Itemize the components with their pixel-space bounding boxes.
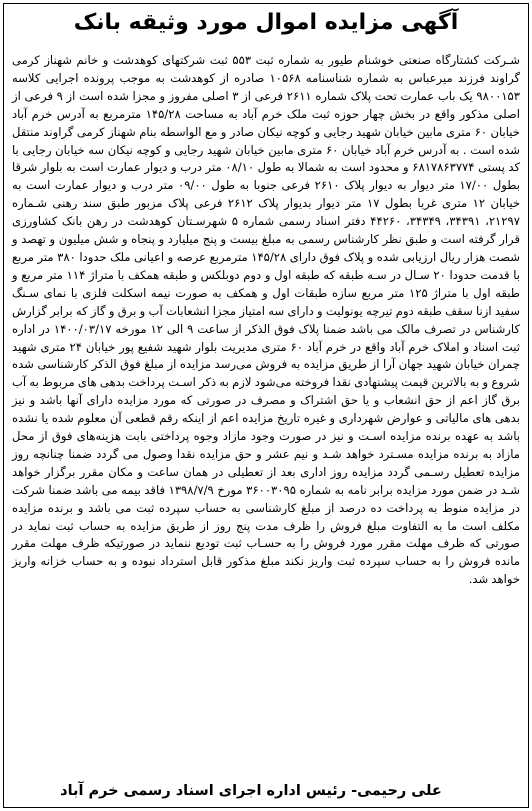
notice-body-text: شـرکت کشتارگاه صنعتی خوشنام طیور به شماره ثبت ۵۵۳ ثبت شرکتهای کوهدشت و خانم شهناز کرمی گراوند فرزند میرعباس به شماره شناسنامه ۱۰۵۶۸ صادره از کوهدشت به موجب پرونده اجرایی کلاسه ۹۸۰۰۱۵۳ یک باب عمارت تحت پلاک شماره ۲۶۱۱ فرعی از ۳ اصلی مفروز و مجزا شده است از ۹ فرعی از اصلی مذکور واقع در بخش چهار حوزه ثبت ملک خرم آباد به مساحت ۱۴۵/۲۸ مترمربع به آدرس خرم آباد خیابان ۶۰ متری مابین خیابان شهید رجایی و کوچه نیکان صادر و مع الواسطه بنام شهناز کرمی گراوند منتقل شده است . به آدرس خرم آباد خیابان ۶۰ متری مابین خیابان شهید رجایی و کوچه نیکان سه خیابان رجایی با کد پستی ۶۸۱۷۸۶۳۷۷۴ و محدود است به شمالا به طول ۰۸/۱۰ متر درب و دیوار عمارت است به بلوار شرقا بطول ۱۷/۰۰ متر دیوار به دیوار پلاک ۲۶۱۰ فرعی جنوبا به طول ۰۹/۰۰ متر درب و دیوار عمارت است به خیابان ۱۲ متری غربا بطول ۱۷ متر دیوار بدیوار پلاک ۲۶۱۲ فرعی پلاک مزبور طبق سند رهنی شـماره ۲۱۲۹۷، ۳۴۳۹۱، ۳۴۳۴۹، ۴۴۲۶۰ دفتر اسناد رسمی شماره ۵ شهرسـتان کوهدشت در رهن بانک کشاورزی قرار گرفته است و طبق نظر کارشناس رسمی به مبلغ بیست و پنج میلیارد و پنجاه و شش میلیون و تهصد و شصت هزار ریال ارزیابی شده و پلاک فوق دارای ۱۴۵/۲۸ مترمربع عرصه و اعیانی ملک حدودا ۳۸۰ متر مربع با قدمت حدودا ۲۰ سـال در سـه طبقه که طبقه اول و دوم دوبلکس و طبقه همکف با متراژ ۱۱۴ متر مربع و طبقه اول با متراژ ۱۲۵ متر مربع سازه طبقات اول و همکف به صورت نیمه اسکلت فلزی با نمای سـنگ سفید ازنا سقف طبقه دوم تیرچه یونولیت و دارای سه امتیاز مجزا انشعابات آب و برق و گاز که برابر گزارش کارشناس در تصرف مالک می باشد ضمنا پلاک فوق الذکر از ساعت ۹ الی ۱۲ مورخه ۱۴۰۰/۰۳/۱۷ در اداره ثبت اسناد و املاک خرم آباد واقع در خرم آباد ۶۰ متری مدیریت بلوار شهید شفیع پور خیابان ۲۴ متری شهید چمران خیابان شهید جهان آرا از طریق مزایده به فروش می‌رسد مزایده از مبلغ فوق الذکر کارشناسی شده شروع و به بالاترین قیمت پیشنهادی نقدا فروخته می‌شود لازم به ذکر اسـت پرداخت بدهی های مربوط به آب برق گاز اعم از حق انشعاب و یا حق اشتراک و مصرف در صورتی که مورد مزایده دارای آنها باشد و نیز بدهی های مالیاتی و عوارض شهرداری و غیره تاریخ مزایده اعم از اینکه رقم قطعی آن معلوم شده یا نشده باشد به عهده برنده مزایده اسـت و نیز در صورت وجود مازاد وجوه پرداختی بابت هزینه‌های فوق از محل مازاد به برنده مزایده مسـترد خواهد شـد و نیم عشر و حق مزایده نقدا وصول می گردد ضمنا چنانچه روز مزایده تعطیل رسـمی گردد مزایده روز اداری بعد از تعطیلی در همان ساعت و مکان مقرر برگزار خواهد شـد در ضمن مورد مزایده برابر نامه به شماره ۳۶۰۰۳۰۹۵ مورخ ۱۳۹۸/۷/۹ فاقد بیمه می باشد ضمنا شرکت در مزایده منوط به پرداخت ده درصد از مبلغ کارشناسی به حساب سپرده ثبت می باشد و برنده مزایده مکلف است ما به التفاوت مبلغ فروش را ظرف مدت پنج روز از طریق مزایده به حساب ثبت نماید در صورتی که ظرف مهلت مقرر مورد فروش را به حسـاب ثبت تودیع ننماید در صورتیکه ظرف مهلت مقرر مانده فروش را به حساب سپرده ثبت واریز نکند مبلغ مذکور قابل استرداد نبوده و به حساب خزانه واریز خواهد شد. xyxy=(12,53,521,587)
notice-title: آگهی مزایده اموال مورد وثیقه بانک xyxy=(73,10,459,35)
notice-signature: علی رحیمی- رئیس اداره اجرای اسناد رسمی خرم آباد xyxy=(60,783,442,799)
